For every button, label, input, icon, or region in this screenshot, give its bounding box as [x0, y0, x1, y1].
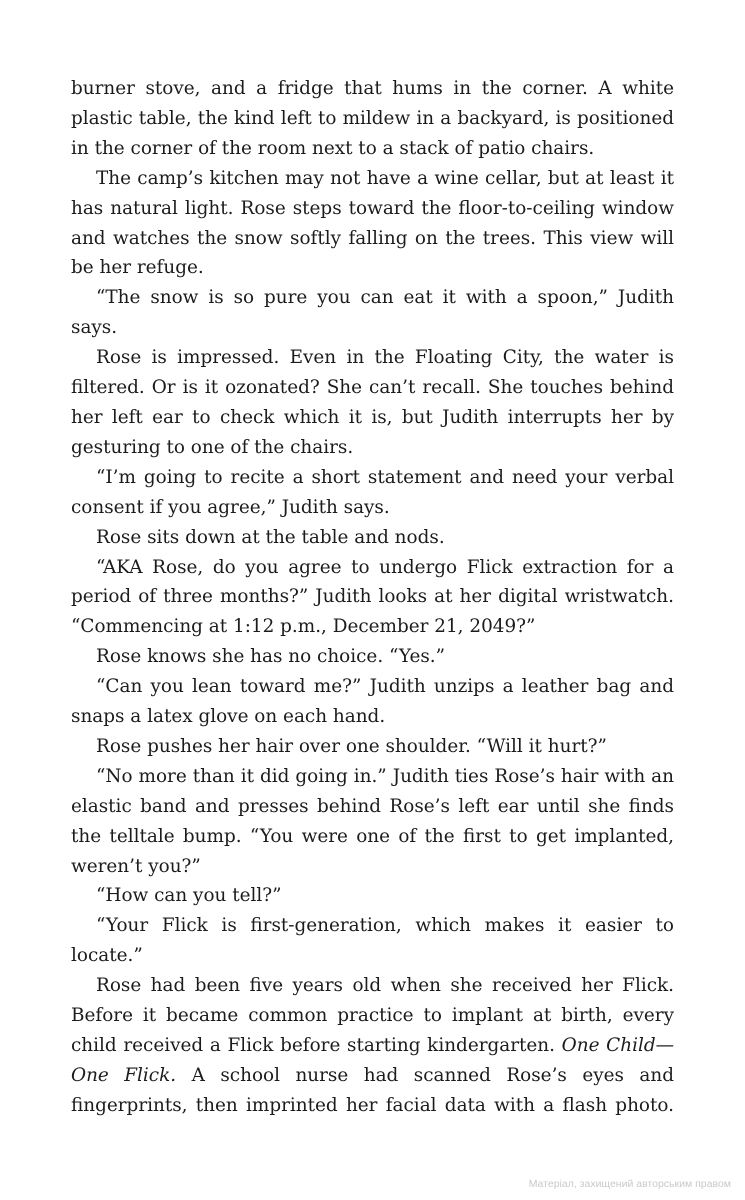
- paragraph-12: “How can you tell?”: [96, 885, 282, 907]
- copyright-watermark: Матеріал, захищений авторським правом: [528, 1178, 731, 1190]
- paragraph-9: “Can you lean toward me?” Judith unzips a leather bag and snaps a latex glove on each hand.: [71, 676, 674, 728]
- paragraph-11: “No more than it did going in.” Judith ties Rose’s hair with an elastic band and presses behind Rose’s left ear until she finds the telltale bump. “You were one of the first to get implanted, weren’t you?”: [71, 765, 674, 877]
- paragraph-7: “AKA Rose, do you agree to undergo Flick extraction for a period of three months?” Judith looks at her digital wristwatch. “Commencing at 1:12 p.m., December 21, 2049?”: [71, 556, 674, 638]
- book-page-text: [71, 74, 674, 1121]
- paragraph-14-text-b: A school nurse had scanned Rose’s eyes and fingerprints, then imprinted her facial data with a flash photo.: [71, 1064, 674, 1116]
- paragraph-5: “I’m going to recite a short statement and need your verbal consent if you agree,” Judith says.: [71, 466, 674, 518]
- paragraph-14: [71, 971, 674, 1121]
- paragraph-8: Rose knows she has no choice. “Yes.”: [96, 646, 446, 668]
- paragraph-2: The camp’s kitchen may not have a wine cellar, but at least it has natural light. Rose steps toward the floor-to-ceiling window and watches the snow softly falling on the trees. This view will be her refuge.: [71, 167, 674, 279]
- paragraph-1: burner stove, and a fridge that hums in the corner. A white plastic table, the kind left to mildew in a backyard, is positioned in the corner of the room next to a stack of patio chairs.: [71, 78, 674, 159]
- paragraph-3: “The snow is so pure you can eat it with a spoon,” Judith says.: [71, 287, 674, 339]
- paragraph-14-text-a: Rose had been five years old when she received her Flick. Before it became common practice to implant at birth, every child received a Flick before starting kindergarten.: [71, 975, 674, 1056]
- paragraph-13: “Your Flick is first-generation, which makes it easier to locate.”: [71, 915, 674, 967]
- paragraph-10: Rose pushes her hair over one shoulder. “Will it hurt?”: [96, 735, 607, 757]
- paragraph-6: Rose sits down at the table and nods.: [96, 526, 445, 548]
- paragraph-4: Rose is impressed. Even in the Floating City, the water is filtered. Or is it ozonated? She can’t recall. She touches behind her left ear to check which it is, but Judith interrupts her by gesturing to one of the chairs.: [71, 347, 674, 458]
- paragraph-14-italic-phrase: One Child—One Flick.: [71, 1035, 675, 1086]
